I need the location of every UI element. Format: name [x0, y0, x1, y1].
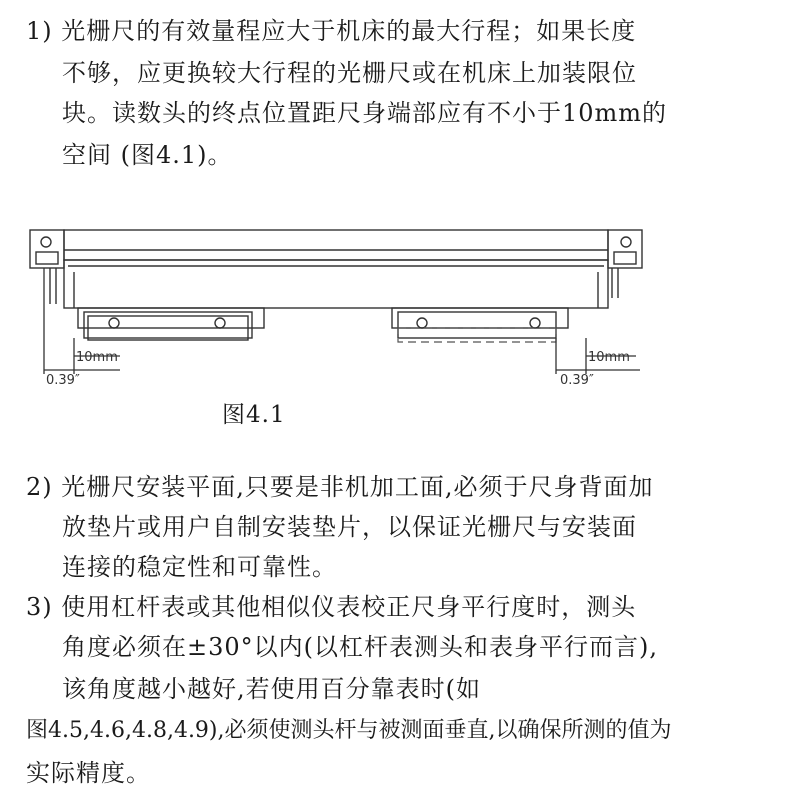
- right-reading-head: [392, 308, 568, 328]
- paragraph-3-line-4: 图4.5,4.6,4.8,4.9),必须使测头杆与被测面垂直,以确保所测的值为: [26, 718, 672, 743]
- figure-4-1-drawing: [0, 222, 800, 398]
- left-end-cap: [30, 230, 64, 268]
- paragraph-1-line-4: 空间 (图4.1)。: [62, 141, 233, 169]
- right-end-cap-screw-icon: [621, 237, 631, 247]
- right-dim-mm: 10mm: [588, 350, 630, 365]
- paragraph-1-line-2: 不够，应更换较大行程的光栅尺或在机床上加装限位: [62, 59, 637, 87]
- scale-body: [64, 230, 608, 260]
- dashed-head-outline: [398, 328, 556, 342]
- paragraph-3-line-3: 该角度越小越好,若使用百分靠表时(如: [62, 675, 481, 703]
- paragraph-1-line-3: 块。读数头的终点位置距尺身端部应有不小于10mm的: [62, 99, 668, 127]
- paragraph-2-line-1: 2) 光栅尺安装平面,只要是非机加工面,必须于尺身背面加: [26, 473, 654, 501]
- paragraph-1-line-1: 1) 光栅尺的有效量程应大于机床的最大行程；如果长度: [26, 17, 637, 45]
- figure-caption: 图4.1: [222, 402, 286, 428]
- right-head-screw-icon-1: [417, 318, 427, 328]
- right-head-screw-icon-2: [530, 318, 540, 328]
- left-dim-mm: 10mm: [76, 350, 118, 365]
- right-dim-in: 0.39″: [560, 373, 594, 388]
- paragraph-2-line-2: 放垫片或用户自制安装垫片，以保证光栅尺与安装面: [62, 513, 637, 541]
- left-head-screw-icon-2: [215, 318, 225, 328]
- paragraph-3-line-5: 实际精度。: [26, 759, 151, 787]
- paragraph-2-line-3: 连接的稳定性和可靠性。: [62, 553, 337, 581]
- right-end-cap: [608, 230, 642, 268]
- left-head-screw-icon-1: [109, 318, 119, 328]
- paragraph-3-line-1: 3) 使用杠杆表或其他相似仪表校正尺身平行度时，测头: [26, 593, 637, 621]
- scale-lower-body: [64, 260, 608, 308]
- left-end-cap-screw-icon: [41, 237, 51, 247]
- left-dim-in: 0.39″: [46, 373, 80, 388]
- left-reading-head: [78, 308, 264, 328]
- paragraph-3-line-2: 角度必须在±30°以内(以杠杆表测头和表身平行而言),: [62, 633, 659, 661]
